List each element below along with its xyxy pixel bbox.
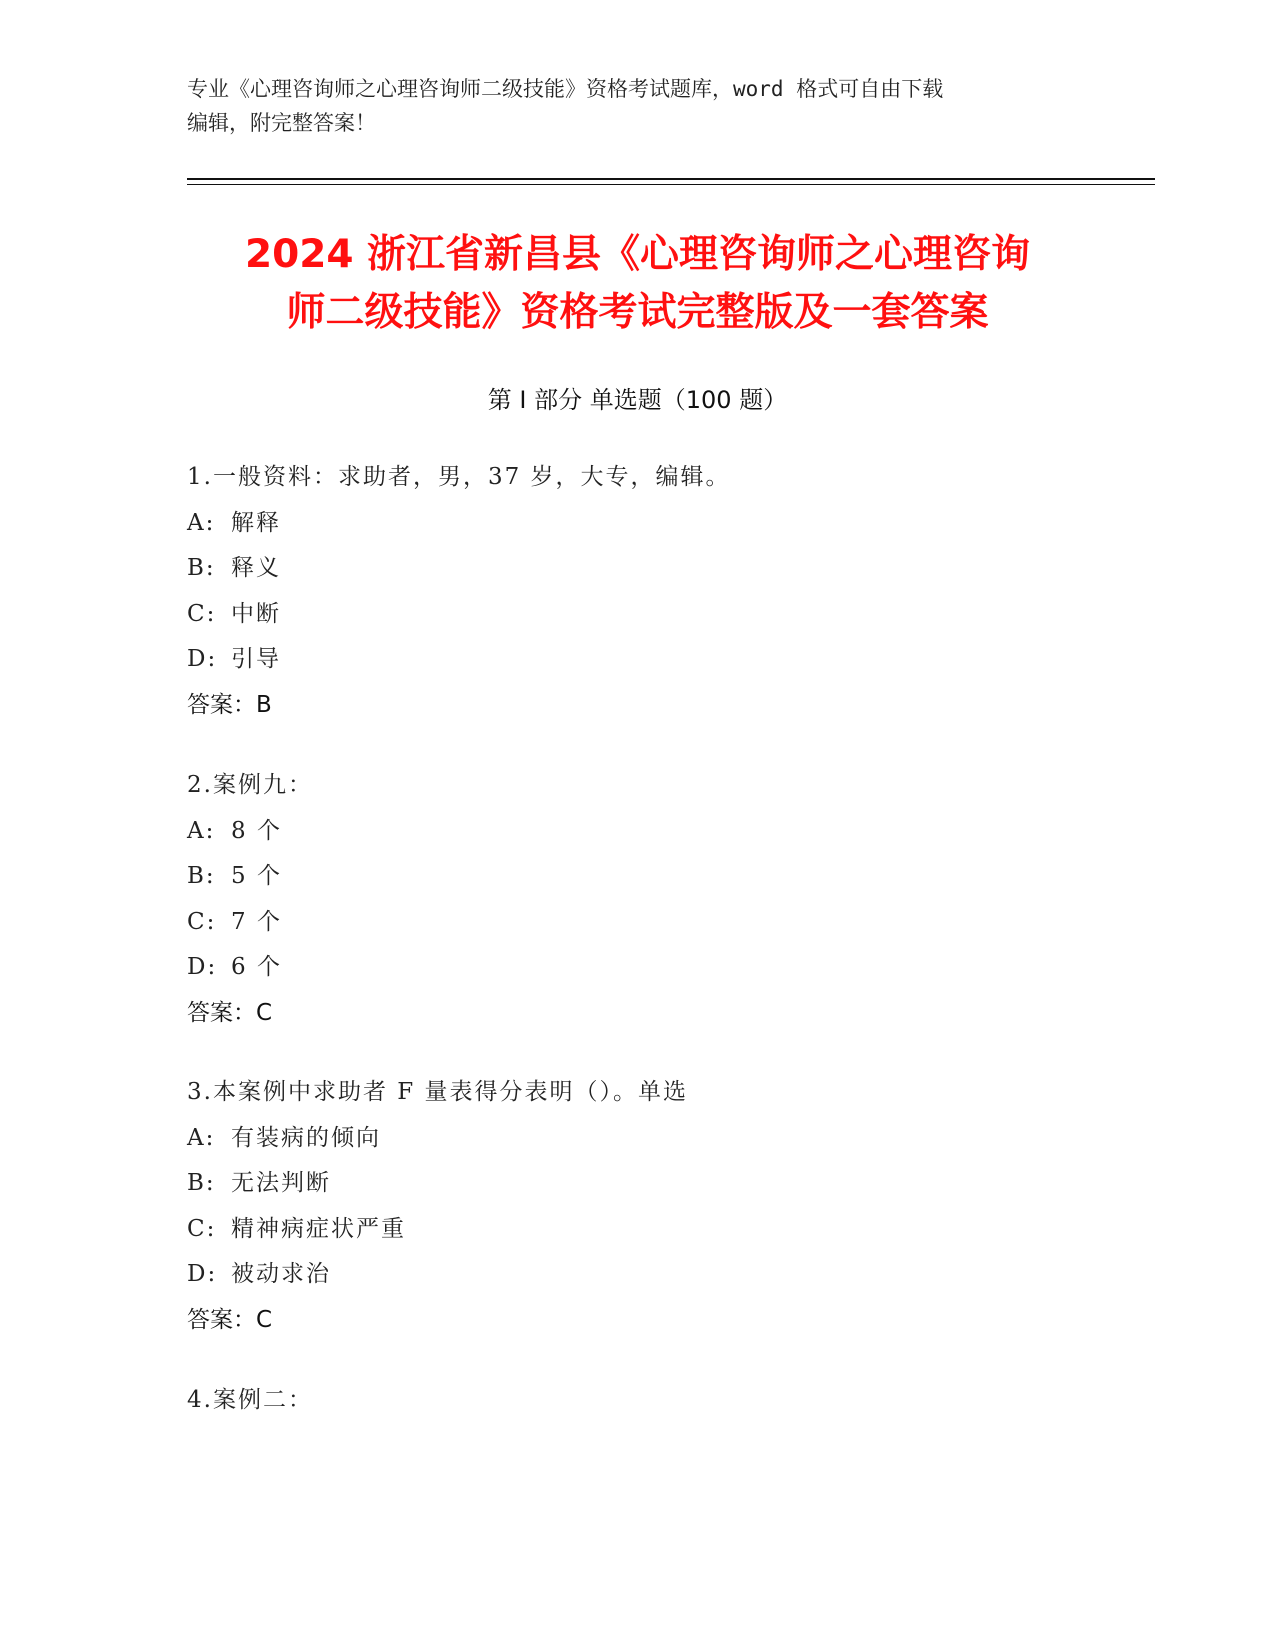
option-letter: C: [187, 1215, 217, 1242]
question-stem: 1.一般资料：求助者，男，37 岁，大专，编辑。 [187, 464, 731, 490]
option-letter: D: [187, 954, 218, 980]
answer-value: B [256, 691, 272, 718]
option-letter: C: [187, 908, 217, 935]
question-1 [187, 455, 1087, 728]
option-text: 引导 [231, 646, 281, 672]
option-text: 8 个 [231, 817, 282, 844]
option-text: 5 个 [231, 863, 282, 889]
option-b [187, 1161, 1087, 1207]
header-divider-thick [187, 178, 1155, 180]
answer-line [187, 683, 1087, 729]
option-text: 释义 [231, 555, 281, 581]
option-d [187, 1252, 1087, 1298]
option-text: 有装病的倾向 [231, 1124, 381, 1151]
option-c [187, 900, 1087, 946]
header-note-line: 专业《心理咨询师之心理咨询师二级技能》资格考试题库，word 格式可自由下载 [187, 77, 944, 101]
option-letter: A: [187, 509, 216, 536]
option-c [187, 1207, 1087, 1253]
answer-value: C [256, 999, 273, 1026]
option-text: 被动求治 [231, 1261, 331, 1287]
option-text: 精神病症状严重 [231, 1215, 406, 1242]
option-a [187, 1116, 1087, 1162]
answer-line [187, 991, 1087, 1037]
document-title-line: 师二级技能》资格考试完整版及一套答案 [286, 290, 989, 335]
question-4 [187, 1378, 1087, 1424]
option-letter: A: [187, 1124, 216, 1151]
option-b [187, 546, 1087, 592]
answer-line [187, 1298, 1087, 1344]
header-note [187, 72, 1087, 140]
answer-label: 答案： [187, 1306, 256, 1333]
option-text: 中断 [231, 600, 281, 627]
option-letter: A: [187, 817, 216, 844]
question-2 [187, 763, 1087, 1036]
option-letter: D: [187, 1261, 218, 1287]
option-d [187, 637, 1087, 683]
answer-value: C [256, 1306, 273, 1333]
option-letter: B: [187, 863, 216, 889]
question-stem: 3.本案例中求助者 F 量表得分表明（）。单选 [187, 1079, 689, 1105]
option-text: 无法判断 [231, 1170, 331, 1196]
option-letter: C: [187, 600, 217, 627]
header-note-line: 编辑，附完整答案！ [187, 111, 376, 135]
option-letter: B: [187, 555, 216, 581]
question-stem: 4.案例二： [187, 1387, 313, 1413]
answer-label: 答案： [187, 999, 256, 1026]
option-d [187, 945, 1087, 991]
option-a [187, 809, 1087, 855]
option-a [187, 501, 1087, 547]
option-letter: D: [187, 646, 218, 672]
header-divider-thin [187, 184, 1155, 185]
option-letter: B: [187, 1170, 216, 1196]
answer-label: 答案： [187, 691, 256, 718]
question-stem: 2.案例九： [187, 772, 313, 798]
document-title-line: 2024 浙江省新昌县《心理咨询师之心理咨询 [244, 232, 1031, 277]
section-heading: 第 I 部分 单选题（100 题） [487, 386, 788, 414]
option-text: 6 个 [231, 954, 282, 980]
question-3 [187, 1070, 1087, 1343]
document-title [150, 226, 1125, 342]
option-c [187, 592, 1087, 638]
option-text: 解释 [231, 509, 281, 536]
option-b [187, 854, 1087, 900]
option-text: 7 个 [231, 908, 282, 935]
